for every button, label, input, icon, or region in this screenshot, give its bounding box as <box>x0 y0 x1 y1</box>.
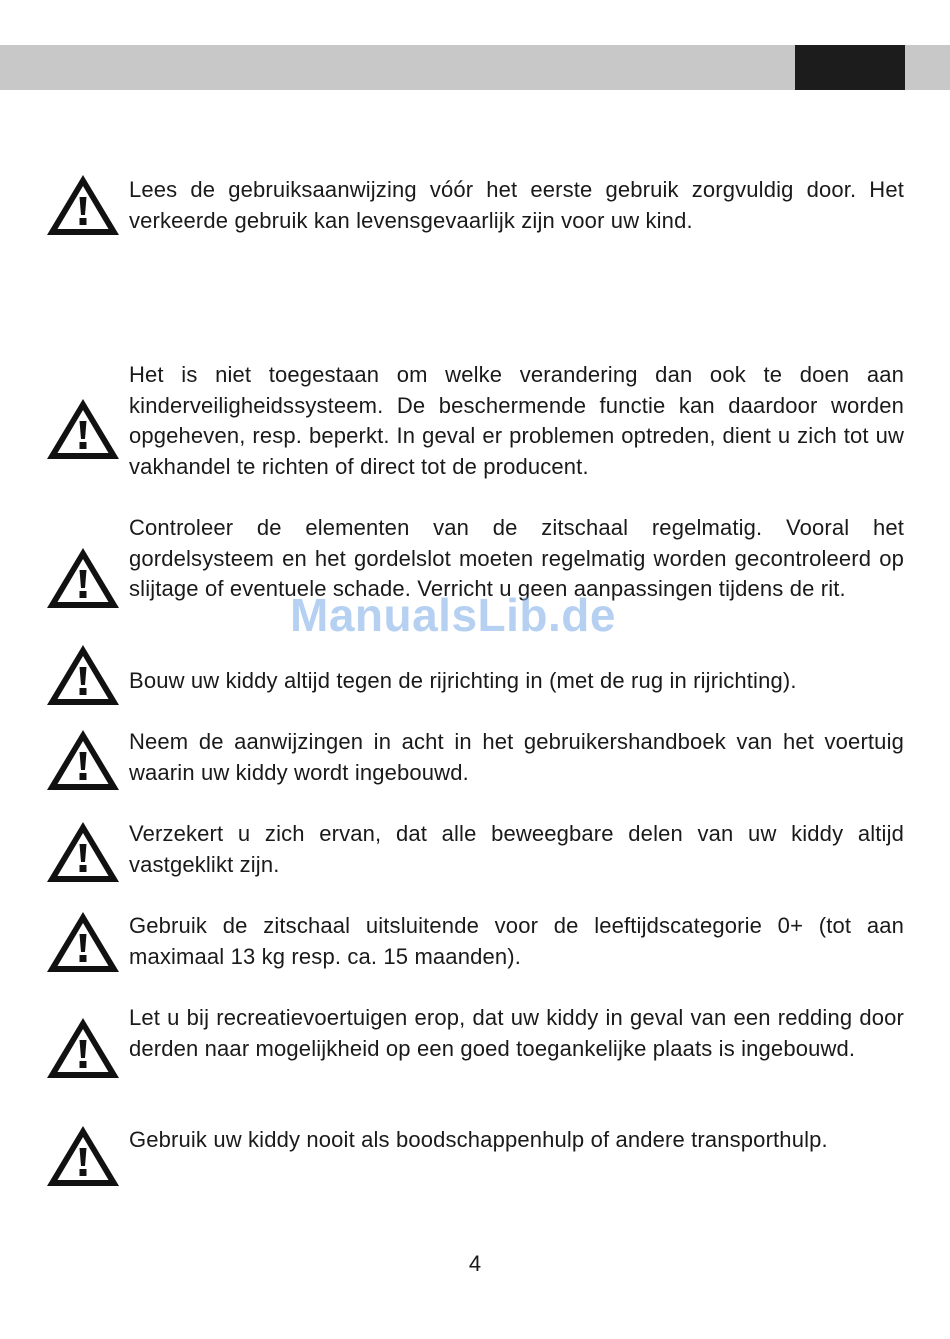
warning-text: Bouw uw kiddy altijd tegen de rijrichting in (met de rug in rijrichting). <box>129 668 797 693</box>
warning-triangle-icon <box>45 910 121 974</box>
warning-triangle-icon <box>45 643 121 707</box>
warning-triangle-icon <box>45 546 121 610</box>
warning-text: Neem de aanwijzingen in acht in het gebruikershandboek van het voertuig waarin uw kiddy wordt ingebouwd. <box>129 729 904 785</box>
warning-triangle-icon <box>45 1016 121 1080</box>
warning-triangle-icon <box>45 1124 121 1188</box>
header-block <box>795 45 905 90</box>
warning-triangle-icon <box>45 728 121 792</box>
warning-text: Gebruik de zitschaal uitsluitende voor de leeftijdscategorie 0+ (tot aan maximaal 13 kg resp. ca. 15 maanden). <box>129 913 904 969</box>
page-number: 4 <box>468 1251 482 1276</box>
warning-triangle-icon <box>45 397 121 461</box>
warning-triangle-icon <box>45 820 121 884</box>
warning-triangle-icon <box>45 173 121 237</box>
warning-text: Verzekert u zich ervan, dat alle beweegbare delen van uw kiddy altijd vastgeklikt zijn. <box>129 821 904 877</box>
warning-text: Het is niet toegestaan om welke verandering dan ook te doen aan kinderveiligheidssysteem. De beschermende functie kan daardoor worden opgeheven, resp. beperkt. In geval er problemen optreden, dient u zich tot uw vakhandel te richten of direct tot de producent. <box>129 362 904 479</box>
warning-text: Gebruik uw kiddy nooit als boodschappenhulp of andere transporthulp. <box>129 1127 828 1152</box>
warning-text: Controleer de elementen van de zitschaal regelmatig. Vooral het gordelsysteem en het gordelslot moeten regelmatig worden gecontroleerd op slijtage of eventuele schade. Verricht u geen aanpassingen tijdens de rit. <box>129 515 904 601</box>
watermark: ManualsLib.de <box>290 589 616 641</box>
warning-text: Let u bij recreatievoertuigen erop, dat uw kiddy in geval van een redding door derden naar mogelijkheid op een goed toegankelijke plaats is ingebouwd. <box>129 1005 904 1061</box>
warning-text: Lees de gebruiksaanwijzing vóór het eerste gebruik zorgvuldig door. Het verkeerde gebruik kan levensgevaarlijk zijn voor uw kind. <box>129 177 904 233</box>
